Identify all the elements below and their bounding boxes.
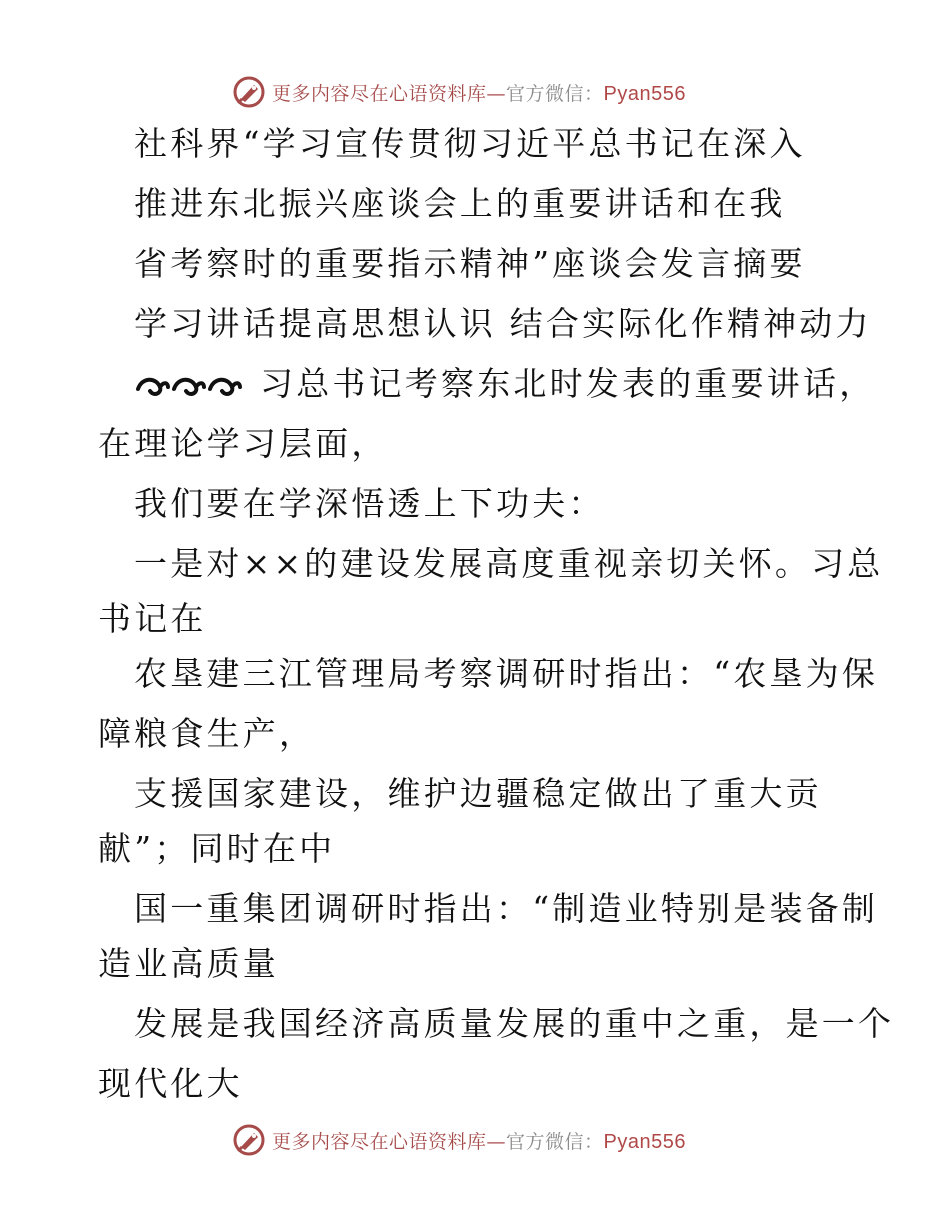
pen-nib-logo-icon <box>232 75 266 109</box>
paragraph-text: 习总书记考察东北时发表的重要讲话， <box>260 364 876 403</box>
paragraph-line: 造业高质量 <box>98 944 279 983</box>
header-watermark <box>232 72 752 112</box>
watermark-text: 更多内容尽在心语资料库—官方微信：Pyan556 <box>272 82 686 105</box>
pen-nib-logo-icon <box>232 1123 266 1157</box>
title-line-2: 推进东北振兴座谈会上的重要讲话和在我 <box>134 184 786 223</box>
footer-watermark <box>232 1120 752 1160</box>
paragraph-line: 农垦建三江管理局考察调研时指出：“农垦为保 <box>134 654 879 693</box>
paragraph-line: 国一重集团调研时指出：“制造业特别是装备制 <box>134 889 879 928</box>
subtitle-line: 学习讲话提高思想认识 结合实际化作精神动力 <box>134 304 872 343</box>
title-line-3: 省考察时的重要指示精神”座谈会发言摘要 <box>134 244 806 283</box>
paragraph-line: 障粮食生产， <box>98 714 316 753</box>
paragraph-line: 现代化大 <box>98 1064 243 1103</box>
paragraph-line: 一是对××的建设发展高度重视亲切关怀。习总 <box>134 544 884 583</box>
paragraph-line: 发展是我国经济高质量发展的重中之重，是一个 <box>134 1004 895 1043</box>
title-line-1: 社科界“学习宣传贯彻习近平总书记在深入 <box>134 124 806 163</box>
paragraph-line: 我们要在学深悟透上下功夫： <box>134 484 605 523</box>
paragraph-line: 献”；同时在中 <box>98 829 336 868</box>
paragraph-line <box>134 364 875 404</box>
watermark-text: 更多内容尽在心语资料库—官方微信：Pyan556 <box>272 1130 686 1153</box>
paragraph-line: 在理论学习层面， <box>98 424 388 463</box>
ornamental-flourish-icon <box>134 373 246 399</box>
paragraph-line: 书记在 <box>98 599 207 638</box>
paragraph-line: 支援国家建设，维护边疆稳定做出了重大贡 <box>134 774 822 813</box>
